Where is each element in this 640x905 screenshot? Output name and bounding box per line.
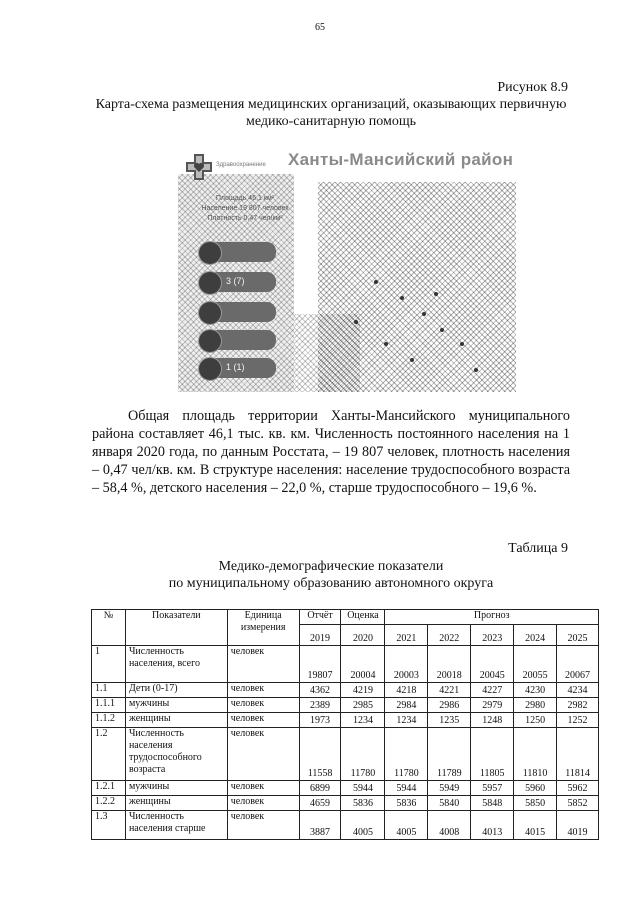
row-value: 5836 — [385, 796, 428, 811]
row-unit: человек — [227, 811, 299, 840]
header-year: 2022 — [428, 625, 471, 646]
row-value: 4008 — [428, 811, 471, 840]
row-num: 1.1.2 — [92, 713, 126, 728]
row-value: 19807 — [299, 646, 341, 683]
table-label: Таблица 9 — [508, 541, 568, 556]
header-report: Отчёт — [299, 610, 341, 625]
row-indicator: мужчины — [125, 781, 227, 796]
row-value: 2982 — [557, 698, 599, 713]
row-value: 5850 — [514, 796, 557, 811]
row-indicator: женщины — [125, 713, 227, 728]
row-indicator: женщины — [125, 796, 227, 811]
row-value: 4234 — [557, 683, 599, 698]
facility-marker-icon — [474, 368, 478, 372]
demographics-table — [91, 609, 599, 840]
map-subtitle: Здравоохранение — [216, 162, 266, 168]
table-row — [92, 796, 599, 811]
table-caption-line-1: Медико-демографические показатели — [218, 559, 444, 574]
facility-marker-icon — [434, 292, 438, 296]
row-num: 1.2 — [92, 728, 126, 781]
legend-item: 3 (7) — [200, 272, 276, 292]
row-value: 5960 — [514, 781, 557, 796]
row-value: 1248 — [471, 713, 514, 728]
healthcare-cross-heart-icon — [186, 154, 212, 180]
map-title: Ханты-Мансийский район — [288, 150, 514, 169]
row-value: 20003 — [385, 646, 428, 683]
row-value: 2980 — [514, 698, 557, 713]
body-paragraph: Общая площадь территории Ханты-Мансийского муниципального района составляет 46,1 тыс. кв. км. Численность постоянного населения на 1 января 2020 года, по данным Росстата, – 19 807 человек, плотность населения – 0,47 чел/кв. км. В структуре населения: население трудоспособного возраста – 58,4 %, детского населения – 22,0 %, старше трудоспособного – 19,6 %. — [92, 408, 570, 496]
figure-label: Рисунок 8.9 — [497, 80, 568, 95]
row-value: 2979 — [471, 698, 514, 713]
map-territory-area-south — [290, 314, 360, 392]
row-value: 20067 — [557, 646, 599, 683]
row-num: 1.2.1 — [92, 781, 126, 796]
facility-marker-icon — [384, 342, 388, 346]
row-indicator: мужчины — [125, 698, 227, 713]
legend-house-icon — [198, 329, 222, 353]
row-unit: человек — [227, 796, 299, 811]
row-value: 1250 — [514, 713, 557, 728]
map-image — [178, 146, 516, 392]
map-stats — [184, 194, 306, 224]
row-value: 5944 — [341, 781, 385, 796]
row-value: 6899 — [299, 781, 341, 796]
row-value: 4221 — [428, 683, 471, 698]
row-num: 1.1.1 — [92, 698, 126, 713]
row-indicator: Численность населения старше — [125, 811, 227, 840]
row-value: 4227 — [471, 683, 514, 698]
table-row — [92, 713, 599, 728]
facility-marker-icon — [400, 296, 404, 300]
row-value: 5949 — [428, 781, 471, 796]
legend-marker-icon — [198, 357, 222, 381]
header-forecast: Прогноз — [385, 610, 599, 625]
row-value: 11805 — [471, 728, 514, 781]
legend-marker-icon — [198, 301, 222, 325]
header-indicator: Показатели — [125, 610, 227, 646]
row-value: 4218 — [385, 683, 428, 698]
row-value: 4659 — [299, 796, 341, 811]
legend-item — [200, 302, 276, 322]
row-value: 4219 — [341, 683, 385, 698]
legend-item — [200, 242, 276, 262]
row-value: 5836 — [341, 796, 385, 811]
table-row — [92, 646, 599, 683]
map-stat-area: Площадь 46,1 км² — [215, 195, 275, 202]
row-indicator: Дети (0-17) — [125, 683, 227, 698]
header-estimate: Оценка — [341, 610, 385, 625]
row-unit: человек — [227, 646, 299, 683]
row-value: 11780 — [385, 728, 428, 781]
row-value: 11810 — [514, 728, 557, 781]
row-value: 4019 — [557, 811, 599, 840]
row-indicator: Численность населения, всего — [125, 646, 227, 683]
row-value: 2389 — [299, 698, 341, 713]
row-value: 4015 — [514, 811, 557, 840]
page-number: 65 — [315, 22, 325, 33]
row-value: 1234 — [385, 713, 428, 728]
row-value: 20055 — [514, 646, 557, 683]
header-year: 2019 — [299, 625, 341, 646]
table-row — [92, 728, 599, 781]
row-value: 1235 — [428, 713, 471, 728]
map-stat-density: Плотность 0,47 чел/км² — [207, 215, 283, 222]
row-num: 1 — [92, 646, 126, 683]
row-value: 4013 — [471, 811, 514, 840]
header-year: 2025 — [557, 625, 599, 646]
legend-marker-icon — [198, 241, 222, 265]
facility-marker-icon — [374, 280, 378, 284]
row-value: 11558 — [299, 728, 341, 781]
header-year: 2024 — [514, 625, 557, 646]
row-value: 11814 — [557, 728, 599, 781]
row-unit: человек — [227, 781, 299, 796]
row-value: 4005 — [341, 811, 385, 840]
row-value: 4005 — [385, 811, 428, 840]
row-value: 3887 — [299, 811, 341, 840]
facility-marker-icon — [422, 312, 426, 316]
header-num: № — [92, 610, 126, 646]
row-value: 5840 — [428, 796, 471, 811]
row-value: 1973 — [299, 713, 341, 728]
row-value: 20045 — [471, 646, 514, 683]
table-caption — [92, 558, 570, 592]
facility-marker-icon — [440, 328, 444, 332]
row-value: 2984 — [385, 698, 428, 713]
row-value: 5852 — [557, 796, 599, 811]
row-value: 11780 — [341, 728, 385, 781]
row-value: 11789 — [428, 728, 471, 781]
row-value: 4230 — [514, 683, 557, 698]
header-year: 2021 — [385, 625, 428, 646]
row-value: 20018 — [428, 646, 471, 683]
row-value: 5962 — [557, 781, 599, 796]
row-value: 4362 — [299, 683, 341, 698]
row-value: 5944 — [385, 781, 428, 796]
facility-marker-icon — [354, 320, 358, 324]
figure-caption: Карта-схема размещения медицинских организаций, оказывающих первичную медико-санитарную помощь — [95, 97, 567, 129]
legend-item: 1 (1) — [200, 358, 276, 378]
row-value: 1234 — [341, 713, 385, 728]
table-row — [92, 781, 599, 796]
legend-marker-icon — [198, 271, 222, 295]
row-num: 1.2.2 — [92, 796, 126, 811]
facility-marker-icon — [460, 342, 464, 346]
legend-item — [200, 330, 276, 350]
row-value: 20004 — [341, 646, 385, 683]
row-value: 5848 — [471, 796, 514, 811]
row-unit: человек — [227, 683, 299, 698]
row-indicator: Численность населения трудоспособного возраста — [125, 728, 227, 781]
map-stat-population: Население 19 807 человек — [201, 205, 289, 212]
row-unit: человек — [227, 713, 299, 728]
header-year: 2023 — [471, 625, 514, 646]
facility-marker-icon — [410, 358, 414, 362]
row-num: 1.1 — [92, 683, 126, 698]
row-unit: человек — [227, 698, 299, 713]
table-row — [92, 811, 599, 840]
table-caption-line-2: по муниципальному образованию автономного округа — [168, 576, 494, 591]
row-value: 2986 — [428, 698, 471, 713]
row-value: 2985 — [341, 698, 385, 713]
header-unit: Единица измерения — [227, 610, 299, 646]
row-value: 1252 — [557, 713, 599, 728]
table-row — [92, 683, 599, 698]
table-header-row — [92, 610, 599, 625]
row-value: 5957 — [471, 781, 514, 796]
row-num: 1.3 — [92, 811, 126, 840]
table-row — [92, 698, 599, 713]
row-unit: человек — [227, 728, 299, 781]
header-year: 2020 — [341, 625, 385, 646]
